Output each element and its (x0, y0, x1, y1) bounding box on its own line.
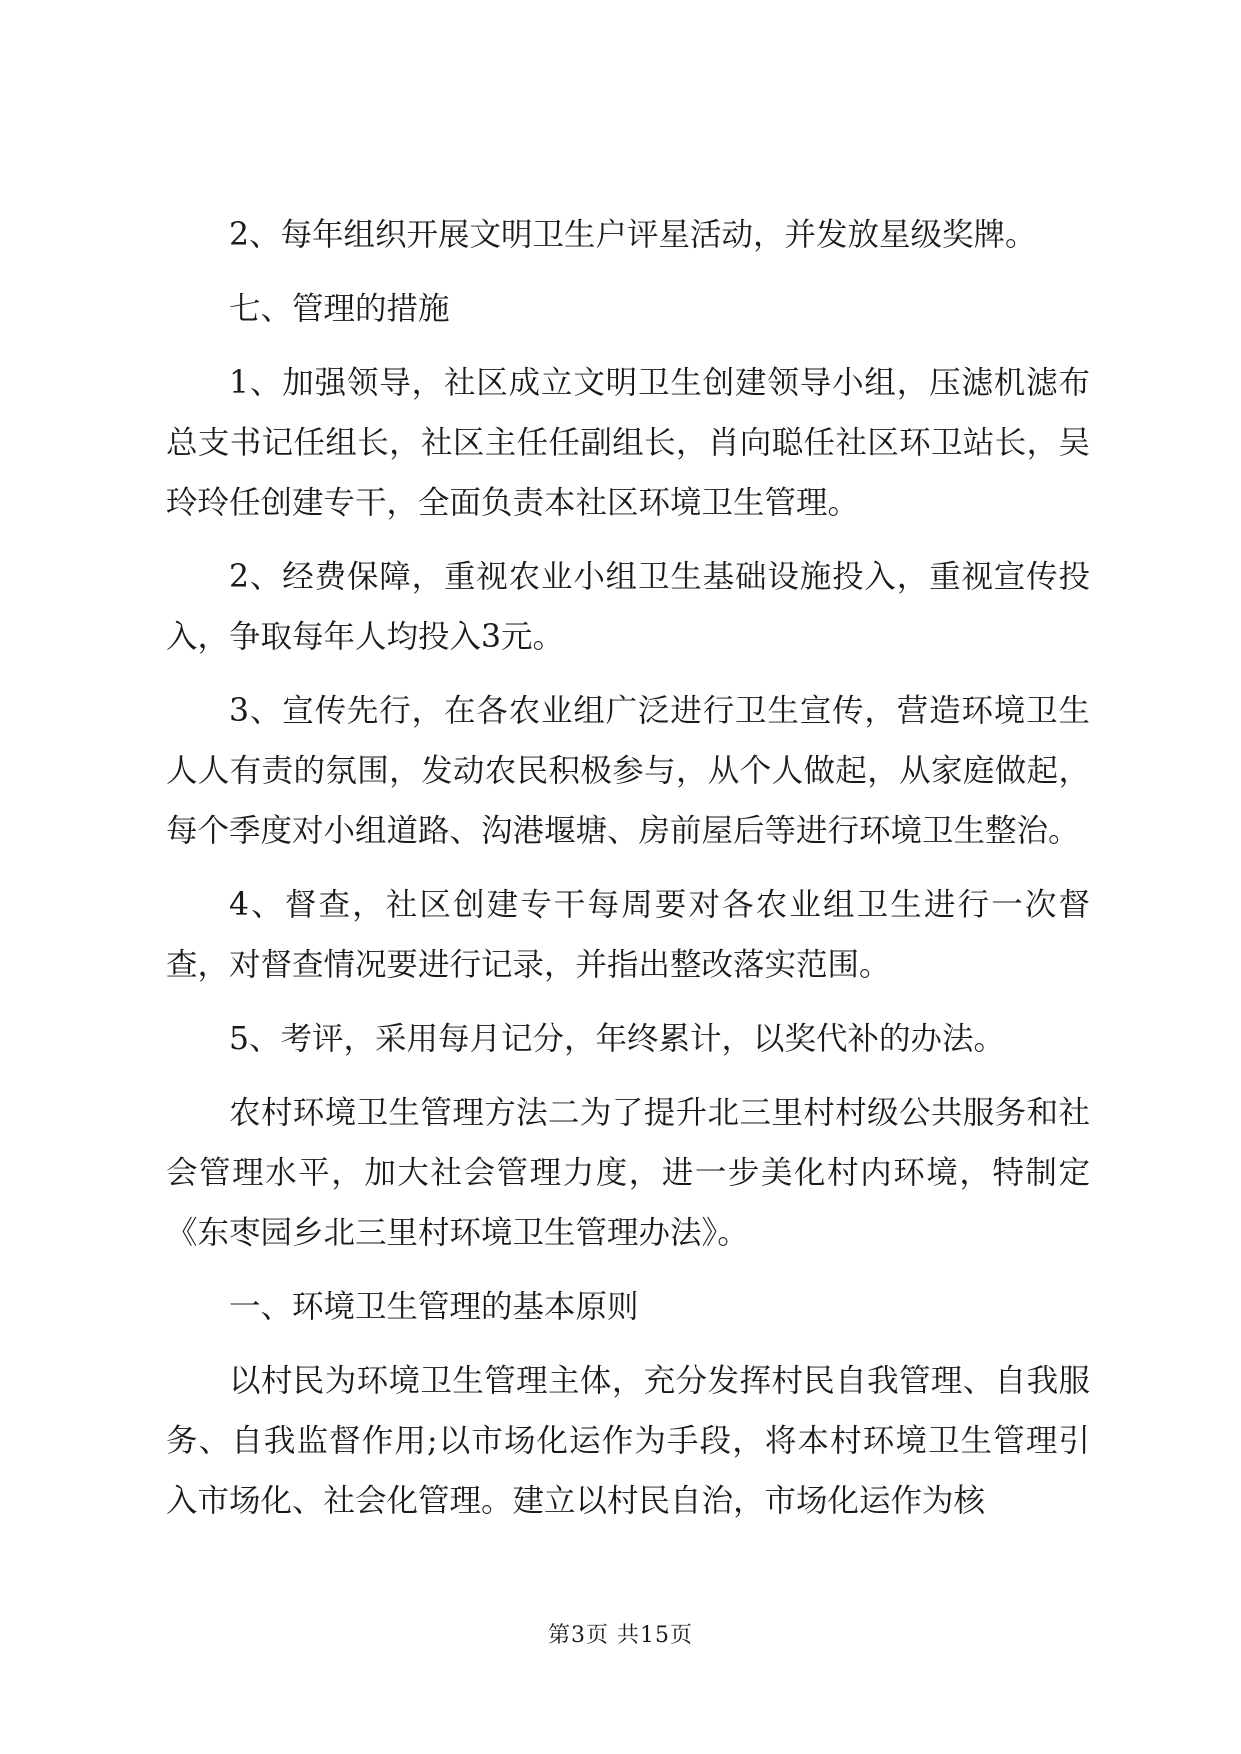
section-heading-principles: 一、环境卫生管理的基本原则 (229, 1289, 639, 1325)
paragraph-publicity: 3、宣传先行，在各农业组广泛进行卫生宣传，营造环境卫生人人有责的氛围，发动农民积极参与，从个人做起，从家庭做起，每个季度对小组道路、沟港堰塘、房前屋后等进行环境卫生整治。 (166, 693, 1090, 849)
paragraph-evaluation: 5、考评，采用每月记分，年终累计，以奖代补的办法。 (229, 1021, 1006, 1057)
paragraph-leadership: 1、加强领导，社区成立文明卫生创建领导小组，压滤机滤布总支书记任组长，社区主任任副组长，肖向聪任社区环卫站长，吴玲玲任创建专干，全面负责本社区环境卫生管理。 (166, 365, 1090, 521)
page-number-footer: 第3页 共15页 (548, 1623, 693, 1648)
document-body (166, 205, 1090, 1545)
paragraph-funding: 2、经费保障，重视农业小组卫生基础设施投入，重视宣传投入，争取每年人均投入3元。 (166, 559, 1090, 655)
paragraph-method-two-intro: 农村环境卫生管理方法二为了提升北三里村村级公共服务和社会管理水平，加大社会管理力度，进一步美化村内环境，特制定《东枣园乡北三里村环境卫生管理办法》。 (166, 1095, 1090, 1251)
paragraph-principles: 以村民为环境卫生管理主体，充分发挥村民自我管理、自我服务、自我监督作用;以市场化运作为手段，将本村环境卫生管理引入市场化、社会化管理。建立以村民自治，市场化运作为核 (166, 1363, 1090, 1519)
paragraph-star-rating: 2、每年组织开展文明卫生户评星活动，并发放星级奖牌。 (229, 217, 1037, 253)
paragraph-supervision: 4、督查，社区创建专干每周要对各农业组卫生进行一次督查，对督查情况要进行记录，并指出整改落实范围。 (166, 887, 1090, 983)
section-heading-measures: 七、管理的措施 (229, 291, 450, 327)
